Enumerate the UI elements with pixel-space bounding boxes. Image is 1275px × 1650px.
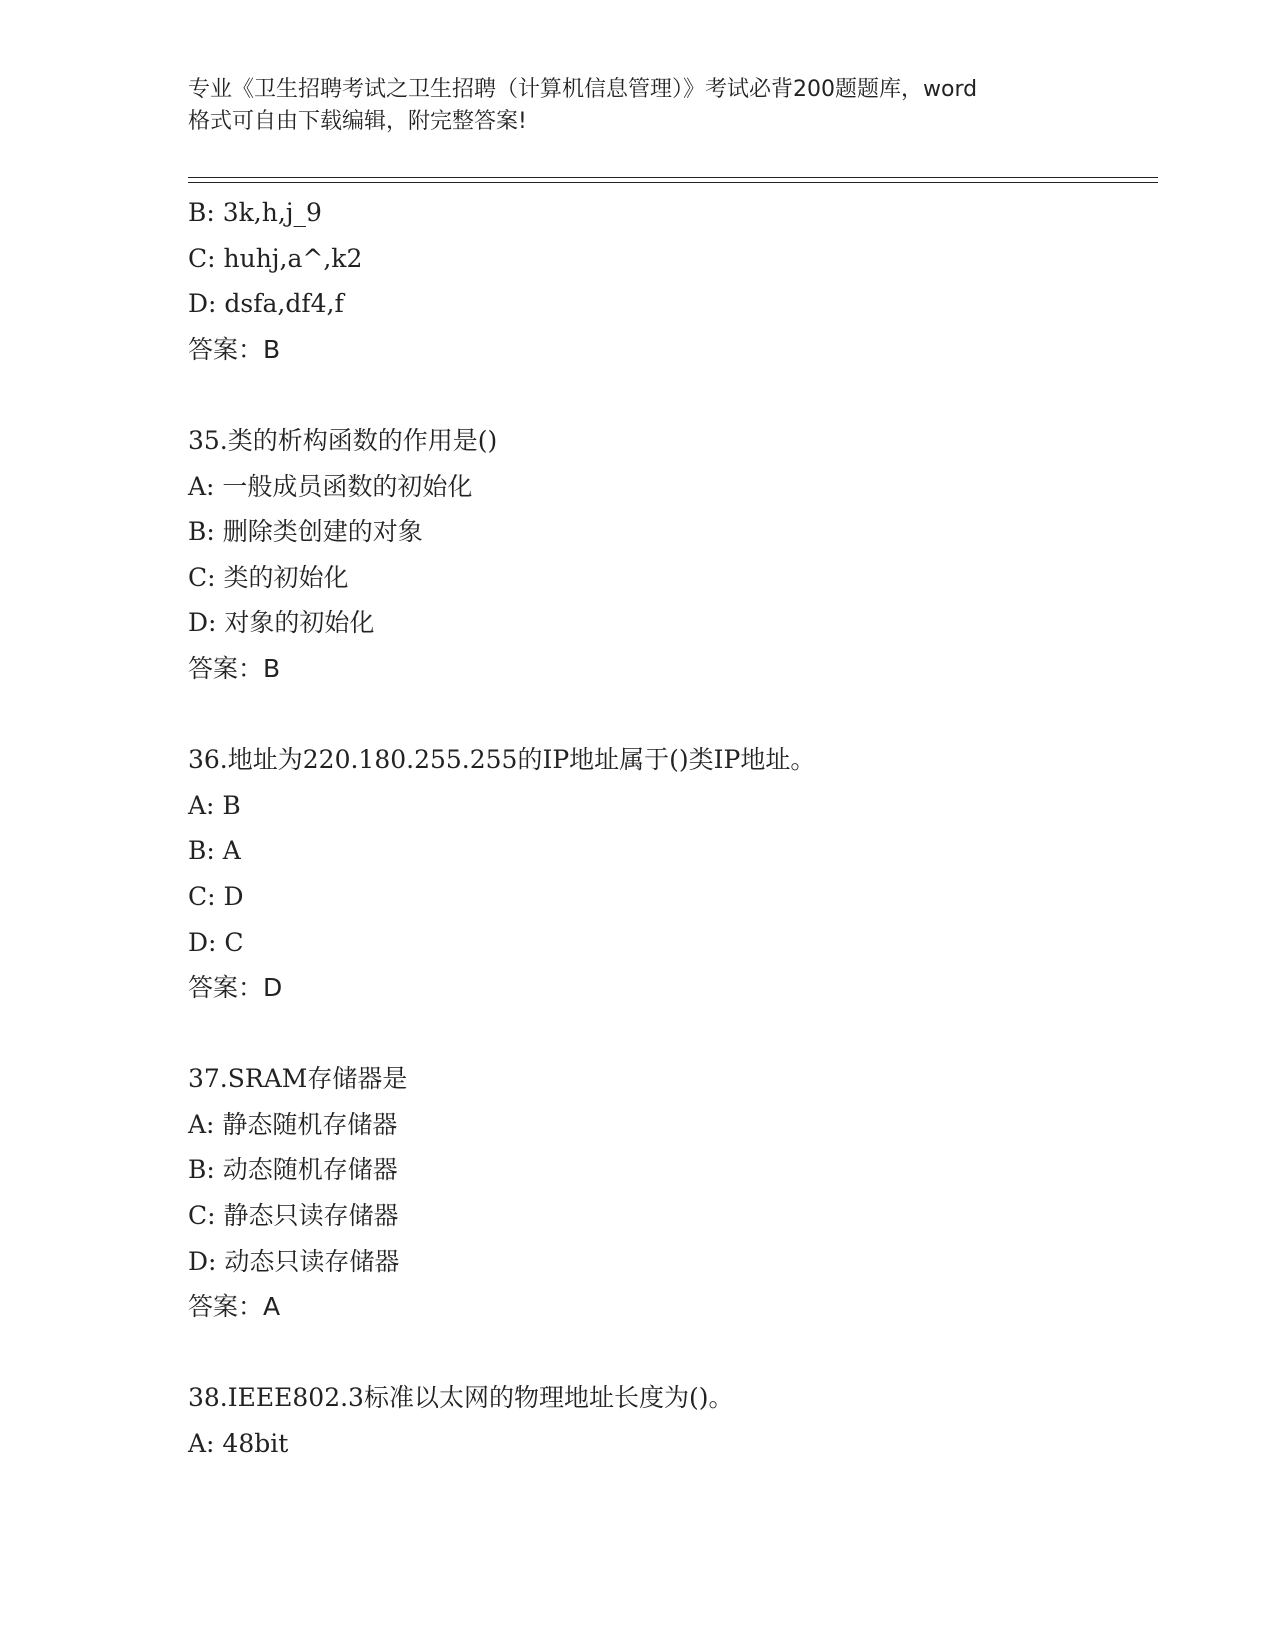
option-c: C: huhj,a^,k2 bbox=[188, 243, 363, 273]
option-a: A: B bbox=[188, 790, 241, 820]
question-content bbox=[188, 190, 1148, 1467]
option-b: B: A bbox=[188, 836, 241, 866]
question-35 bbox=[188, 418, 1148, 692]
page-header bbox=[188, 74, 1088, 138]
question-36 bbox=[188, 737, 1148, 1011]
answer-line: 答案：B bbox=[188, 653, 281, 683]
option-a: A: 静态随机存储器 bbox=[188, 1109, 398, 1139]
question-stem: 37.SRAM存储器是 bbox=[188, 1064, 408, 1094]
option-c: C: 静态只读存储器 bbox=[188, 1201, 399, 1231]
question-37 bbox=[188, 1056, 1148, 1330]
spacer bbox=[188, 1330, 1148, 1376]
spacer bbox=[188, 692, 1148, 738]
question-stem: 38.IEEE802.3标准以太网的物理地址长度为()。 bbox=[188, 1383, 734, 1413]
header-title-line-1: 专业《卫生招聘考试之卫生招聘（计算机信息管理）》考试必背200题题库，word bbox=[188, 77, 978, 102]
option-a: A: 48bit bbox=[188, 1429, 289, 1459]
option-d: D: C bbox=[188, 927, 244, 957]
option-d: D: 对象的初始化 bbox=[188, 608, 375, 638]
option-c: C: 类的初始化 bbox=[188, 562, 349, 592]
question-stem: 35.类的析构函数的作用是() bbox=[188, 425, 498, 455]
answer-line: 答案：B bbox=[188, 334, 281, 364]
answer-line: 答案：D bbox=[188, 973, 283, 1003]
header-title-line-2: 格式可自由下载编辑，附完整答案! bbox=[188, 109, 527, 134]
header-divider-top bbox=[188, 177, 1158, 178]
option-b: B: 动态随机存储器 bbox=[188, 1155, 398, 1185]
option-a: A: 一般成员函数的初始化 bbox=[188, 471, 473, 501]
header-divider-bottom bbox=[188, 182, 1158, 183]
question-stem: 36.地址为220.180.255.255的IP地址属于()类IP地址。 bbox=[188, 745, 816, 775]
option-d: D: dsfa,df4,f bbox=[188, 289, 344, 319]
question-38 bbox=[188, 1375, 1148, 1466]
spacer bbox=[188, 372, 1148, 418]
spacer bbox=[188, 1011, 1148, 1057]
option-b: B: 删除类创建的对象 bbox=[188, 517, 423, 547]
option-d: D: 动态只读存储器 bbox=[188, 1246, 400, 1276]
answer-line: 答案：A bbox=[188, 1292, 281, 1322]
option-b: B: 3k,h,j_9 bbox=[188, 198, 322, 227]
option-c: C: D bbox=[188, 881, 244, 911]
question-fragment bbox=[188, 190, 1148, 372]
